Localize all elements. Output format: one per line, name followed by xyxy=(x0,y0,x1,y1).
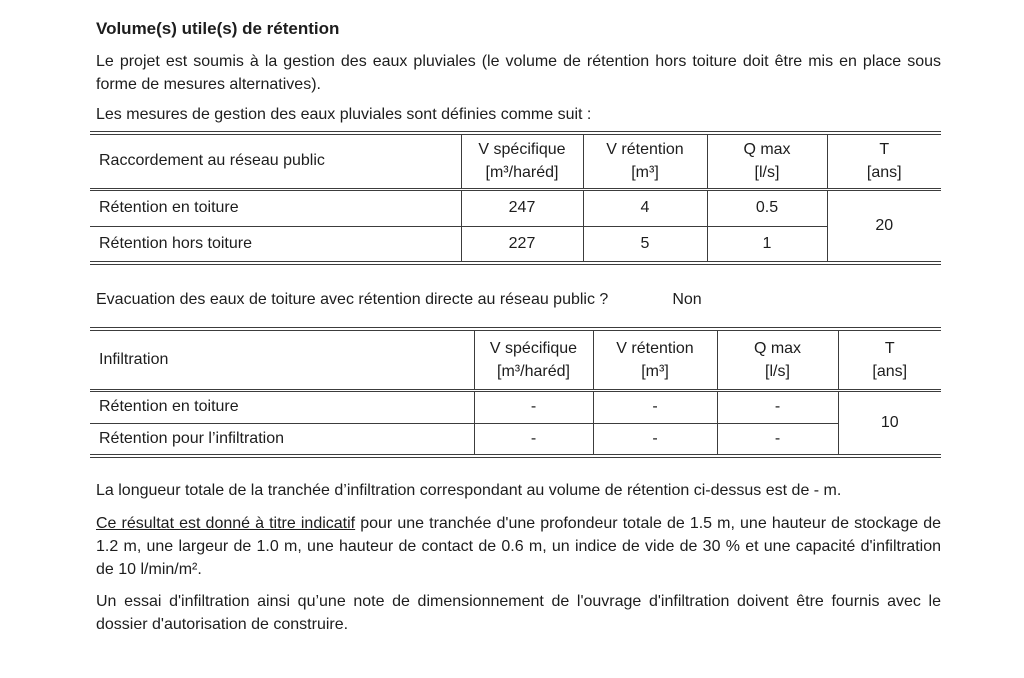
para-measures: Les mesures de gestion des eaux pluviales sont définies comme suit : xyxy=(96,106,592,123)
col-header-label: V spécifique xyxy=(489,339,578,357)
table-row xyxy=(90,189,941,226)
cell-v-specifique: 247 xyxy=(461,189,583,226)
col-header-label: V spécifique xyxy=(478,141,566,159)
col-header-unit: [m³] xyxy=(631,164,659,182)
cell-v-retention: - xyxy=(593,423,717,456)
col-header-unit: [l/s] xyxy=(754,164,780,182)
col-header-label: Q max xyxy=(753,339,802,357)
col-header-unit: [m³/haréd] xyxy=(497,362,570,380)
cell-v-retention: - xyxy=(593,390,717,423)
col-header-v-retention xyxy=(583,133,707,189)
cell-q-max: 0.5 xyxy=(707,189,827,226)
para-indicative-underlined: Ce résultat est donné à titre indicatif xyxy=(96,515,356,532)
cell-v-specifique: 227 xyxy=(461,226,583,263)
para-essai: Un essai d'infiltration ainsi qu’une note de dimensionnement de l'ouvrage d'infiltration doivent être fournis avec le dossier d'autorisation de construire. xyxy=(96,593,941,633)
col-header-v-specifique xyxy=(474,329,593,390)
col-header-q-max xyxy=(717,329,838,390)
table-infiltration xyxy=(90,327,941,458)
col-header-q-max xyxy=(707,133,827,189)
table-infiltration-title-cell: Infiltration xyxy=(90,329,474,390)
col-header-t xyxy=(827,133,941,189)
para-indicative xyxy=(96,512,941,581)
question-text: Evacuation des eaux de toiture avec rétention directe au réseau public ? xyxy=(96,291,609,308)
cell-v-specifique: - xyxy=(474,390,593,423)
col-header-unit: [ans] xyxy=(872,362,908,380)
col-header-label: V rétention xyxy=(616,339,694,357)
cell-v-retention: 4 xyxy=(583,189,707,226)
cell-q-max: - xyxy=(717,390,838,423)
question-answer: Non xyxy=(672,291,702,308)
row-label: Rétention en toiture xyxy=(99,398,239,415)
para-length: La longueur totale de la tranchée d’infiltration correspondant au volume de rétention ci-dessus est de - m. xyxy=(96,482,842,499)
page-title: Volume(s) utile(s) de rétention xyxy=(96,19,340,38)
row-label: Rétention en toiture xyxy=(99,199,239,216)
col-header-unit: [l/s] xyxy=(765,362,790,380)
para-indicative-rest: pour une tranchée d'une profondeur totale de 1.5 m, une hauteur de stockage de 1.2 m, une largeur de 1.0 m, une hauteur de contact de 0.6 m, un indice de vide de 30 % et une capacité d'infiltration de 10 l/min/m². xyxy=(96,515,942,578)
cell-v-specifique: - xyxy=(474,423,593,456)
col-header-label: V rétention xyxy=(606,141,684,159)
cell-q-max: 1 xyxy=(707,226,827,263)
cell-t-merged: 10 xyxy=(838,390,941,456)
col-header-v-specifique xyxy=(461,133,583,189)
col-header-label: Q max xyxy=(743,141,791,159)
cell-t-merged: 20 xyxy=(827,189,941,263)
col-header-label: T xyxy=(884,339,895,357)
table-raccordement-title-cell: Raccordement au réseau public xyxy=(90,133,461,189)
col-header-v-retention xyxy=(593,329,717,390)
table-row xyxy=(90,423,941,456)
table-raccordement xyxy=(90,131,941,265)
col-header-label: T xyxy=(879,141,890,159)
col-header-unit: [ans] xyxy=(866,164,902,182)
col-header-t xyxy=(838,329,941,390)
col-header-unit: [m³/haréd] xyxy=(485,164,559,182)
table-row xyxy=(90,226,941,263)
col-header-unit: [m³] xyxy=(641,362,669,380)
table-row xyxy=(90,390,941,423)
row-label: Rétention hors toiture xyxy=(90,226,461,263)
table-infiltration-header-row xyxy=(90,329,941,390)
para-intro: Le projet est soumis à la gestion des eaux pluviales (le volume de rétention hors toiture doit être mis en place sous forme de mesures alternatives). xyxy=(96,53,941,93)
cell-q-max: - xyxy=(717,423,838,456)
question-row xyxy=(96,288,941,311)
table-raccordement-header-row xyxy=(90,133,941,189)
cell-v-retention: 5 xyxy=(583,226,707,263)
row-label: Rétention pour l’infiltration xyxy=(90,423,474,456)
